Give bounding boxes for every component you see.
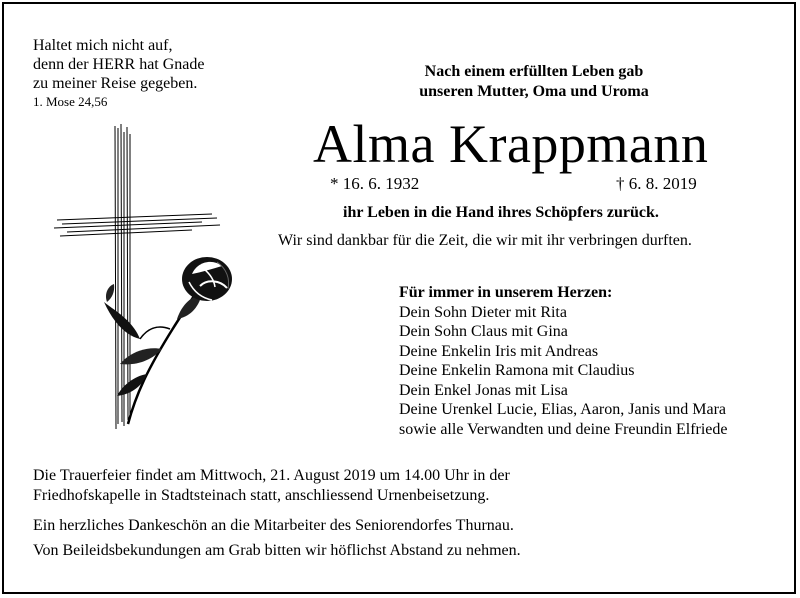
gratitude-line: Wir sind dankbar für die Zeit, die wir mit ihr verbringen durften. (278, 232, 692, 249)
family-member: Deine Urenkel Lucie, Elias, Aaron, Janis und Mara (399, 401, 727, 418)
death-date: † 6. 8. 2019 (616, 174, 697, 193)
cross-rose-illustration (52, 124, 237, 434)
return-line: ihr Leben in die Hand ihres Schöpfers zurück. (343, 204, 659, 221)
intro-line-2: unseren Mutter, Oma und Uroma (419, 83, 649, 100)
intro-line-1: Nach einem erfüllten Leben gab (424, 63, 644, 80)
family-member: Dein Sohn Claus mit Gina (399, 323, 568, 340)
family-member: Deine Enkelin Iris mit Andreas (399, 343, 599, 360)
quote-line-2: denn der HERR hat Gnade (33, 56, 205, 73)
thanks-note: Ein herzliches Dankeschön an die Mitarbeiter des Seniorendorfes Thurnau. (33, 517, 514, 534)
family-member: Dein Enkel Jonas mit Lisa (399, 382, 568, 399)
condolence-note: Von Beileidsbekundungen am Grab bitten wir höflichst Abstand zu nehmen. (33, 542, 521, 559)
funeral-line-1: Die Trauerfeier findet am Mittwoch, 21. August 2019 um 14.00 Uhr in der (33, 467, 510, 484)
family-heading: Für immer in unserem Herzen: (399, 284, 613, 301)
funeral-line-2: Friedhofskapelle in Stadtsteinach statt, anschliessend Urnenbeisetzung. (33, 487, 490, 504)
deceased-name: Alma Krappmann (313, 114, 709, 174)
rose-icon (104, 257, 232, 424)
birth-date: * 16. 6. 1932 (330, 174, 420, 193)
family-member: Deine Enkelin Ramona mit Claudius (399, 362, 635, 379)
quote-line-3: zu meiner Reise gegeben. (33, 75, 198, 92)
family-member: sowie alle Verwandten und deine Freundin Elfriede (399, 421, 728, 438)
quote-line-1: Haltet mich nicht auf, (33, 37, 173, 54)
quote-reference: 1. Mose 24,56 (33, 94, 108, 109)
obituary-notice (2, 2, 796, 594)
family-member: Dein Sohn Dieter mit Rita (399, 304, 567, 321)
